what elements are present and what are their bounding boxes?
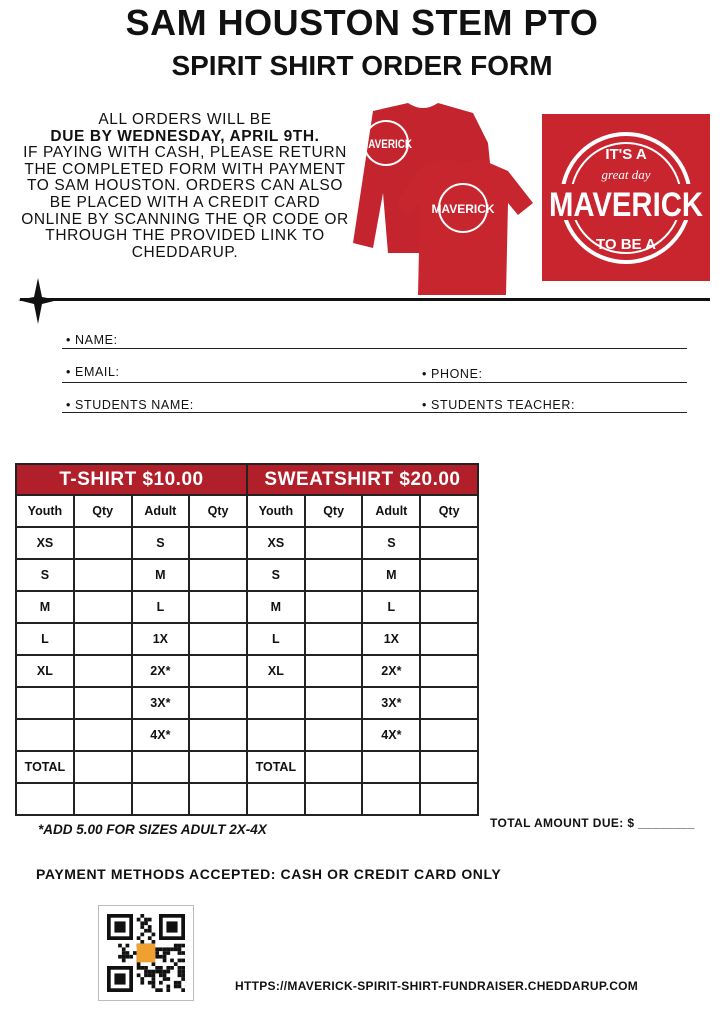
svg-text:great day: great day: [601, 167, 651, 182]
qty-cell[interactable]: [74, 783, 132, 815]
sweatshirt-header: SWEATSHIRT $20.00: [247, 464, 478, 495]
qty-cell[interactable]: [189, 719, 247, 751]
col-youth: Youth: [247, 495, 305, 527]
tshirt-header: T-SHIRT $10.00: [16, 464, 247, 495]
table-row: [16, 783, 478, 815]
size-adult: 1X: [362, 623, 420, 655]
qty-cell[interactable]: [189, 751, 247, 783]
size-adult: 4X*: [362, 719, 420, 751]
size-adult: S: [132, 527, 190, 559]
col-qty: Qty: [189, 495, 247, 527]
col-qty: Qty: [74, 495, 132, 527]
size-adult: [132, 751, 190, 783]
qty-cell[interactable]: [420, 527, 478, 559]
qty-cell[interactable]: [305, 623, 363, 655]
intro-text: [20, 112, 350, 261]
qty-cell[interactable]: [305, 655, 363, 687]
svg-text:MAVERICK: MAVERICK: [549, 186, 704, 224]
size-adult: S: [362, 527, 420, 559]
qr-code[interactable]: [98, 905, 194, 1001]
cheddarup-link[interactable]: HTTPS://MAVERICK-SPIRIT-SHIRT-FUNDRAISER.CHEDDARUP.COM: [235, 979, 639, 993]
svg-text:IT'S A: IT'S A: [605, 146, 647, 163]
size-adult: 1X: [132, 623, 190, 655]
student-teacher-label: • STUDENTS TEACHER:: [422, 398, 576, 412]
size-adult: 2X*: [132, 655, 190, 687]
svg-text:TO BE A: TO BE A: [595, 236, 657, 253]
intro-body: IF PAYING WITH CASH, PLEASE RETURN THE COMPLETED FORM WITH PAYMENT TO SAM HOUSTON. ORDERS CAN ALSO BE PLACED WITH A CREDIT CARD ONLINE BY SCANNING THE QR CODE OR THROUGH THE PROVIDED LINK TO CHEDDARUP.: [21, 144, 349, 261]
table-row: [16, 623, 478, 655]
payment-methods: PAYMENT METHODS ACCEPTED: CASH OR CREDIT CARD ONLY: [36, 866, 502, 882]
qty-cell[interactable]: [189, 655, 247, 687]
size-adult: [132, 783, 190, 815]
size-adult: M: [362, 559, 420, 591]
table-row: [16, 751, 478, 783]
size-youth: M: [16, 591, 74, 623]
size-adult: M: [132, 559, 190, 591]
qty-cell[interactable]: [305, 783, 363, 815]
qty-cell[interactable]: [420, 591, 478, 623]
intro-line1: ALL ORDERS WILL BE: [98, 111, 272, 128]
shirts-image: [348, 103, 536, 298]
star-icon: [18, 278, 58, 324]
phone-label: • PHONE:: [422, 367, 483, 381]
student-field[interactable]: [62, 412, 687, 413]
qty-cell[interactable]: [74, 623, 132, 655]
qty-cell[interactable]: [305, 591, 363, 623]
order-table: [15, 463, 479, 816]
size-youth: [16, 719, 74, 751]
email-phone-field[interactable]: [62, 382, 687, 383]
col-qty: Qty: [305, 495, 363, 527]
student-name-label: • STUDENTS NAME:: [66, 398, 194, 412]
qty-cell[interactable]: [305, 719, 363, 751]
svg-text:MAVERICK: MAVERICK: [431, 202, 495, 216]
table-row: [16, 719, 478, 751]
table-row: [16, 591, 478, 623]
total-amount-due: TOTAL AMOUNT DUE: $ ________: [490, 816, 695, 830]
size-youth: [247, 783, 305, 815]
size-youth: L: [16, 623, 74, 655]
due-date: DUE BY WEDNESDAY, APRIL 9TH.: [50, 127, 320, 145]
col-adult: Adult: [362, 495, 420, 527]
size-youth: S: [247, 559, 305, 591]
size-youth: [16, 687, 74, 719]
size-youth: XS: [16, 527, 74, 559]
email-label: • EMAIL:: [66, 365, 120, 379]
qty-cell[interactable]: [305, 687, 363, 719]
size-adult: L: [362, 591, 420, 623]
size-adult: 2X*: [362, 655, 420, 687]
size-youth: [247, 719, 305, 751]
name-label: • NAME:: [66, 333, 118, 347]
qr-code-icon: [107, 914, 185, 992]
qty-cell[interactable]: [420, 655, 478, 687]
table-row: [16, 559, 478, 591]
col-youth: Youth: [16, 495, 74, 527]
qty-cell[interactable]: [420, 751, 478, 783]
table-row: [16, 687, 478, 719]
qty-cell[interactable]: [74, 559, 132, 591]
qty-cell[interactable]: [420, 687, 478, 719]
svg-text:MAVERICK: MAVERICK: [360, 137, 413, 151]
qty-cell[interactable]: [74, 751, 132, 783]
qty-cell[interactable]: [74, 655, 132, 687]
qty-cell[interactable]: [74, 591, 132, 623]
size-adult: 3X*: [132, 687, 190, 719]
size-adult: L: [132, 591, 190, 623]
size-youth: [247, 687, 305, 719]
page-subtitle: SPIRIT SHIRT ORDER FORM: [171, 50, 553, 81]
qty-cell[interactable]: [420, 559, 478, 591]
size-youth: S: [16, 559, 74, 591]
qty-cell[interactable]: [189, 623, 247, 655]
divider-line: [20, 298, 710, 301]
table-row: [16, 655, 478, 687]
size-adult: 3X*: [362, 687, 420, 719]
qty-cell[interactable]: [305, 559, 363, 591]
size-youth: L: [247, 623, 305, 655]
size-adult: 4X*: [132, 719, 190, 751]
table-row: [16, 527, 478, 559]
size-youth: XS: [247, 527, 305, 559]
col-qty: Qty: [420, 495, 478, 527]
name-field[interactable]: [62, 348, 687, 349]
qty-cell[interactable]: [74, 719, 132, 751]
qty-cell[interactable]: [420, 623, 478, 655]
qty-cell[interactable]: [74, 527, 132, 559]
maverick-logo: [542, 114, 710, 281]
size-youth: XL: [16, 655, 74, 687]
size-youth: M: [247, 591, 305, 623]
qty-cell[interactable]: [420, 719, 478, 751]
size-youth: [16, 783, 74, 815]
size-adult: [362, 783, 420, 815]
qty-cell[interactable]: [189, 591, 247, 623]
size-adult: [362, 751, 420, 783]
qty-cell[interactable]: [189, 559, 247, 591]
qty-cell[interactable]: [74, 687, 132, 719]
qty-cell[interactable]: [189, 687, 247, 719]
qty-cell[interactable]: [189, 527, 247, 559]
qty-cell[interactable]: [189, 783, 247, 815]
size-youth: TOTAL: [16, 751, 74, 783]
size-note: *ADD 5.00 FOR SIZES ADULT 2X-4X: [38, 822, 267, 837]
qty-cell[interactable]: [305, 527, 363, 559]
size-youth: TOTAL: [247, 751, 305, 783]
page-title: SAM HOUSTON STEM PTO: [125, 2, 599, 43]
size-youth: XL: [247, 655, 305, 687]
col-adult: Adult: [132, 495, 190, 527]
qty-cell[interactable]: [305, 751, 363, 783]
qty-cell[interactable]: [420, 783, 478, 815]
